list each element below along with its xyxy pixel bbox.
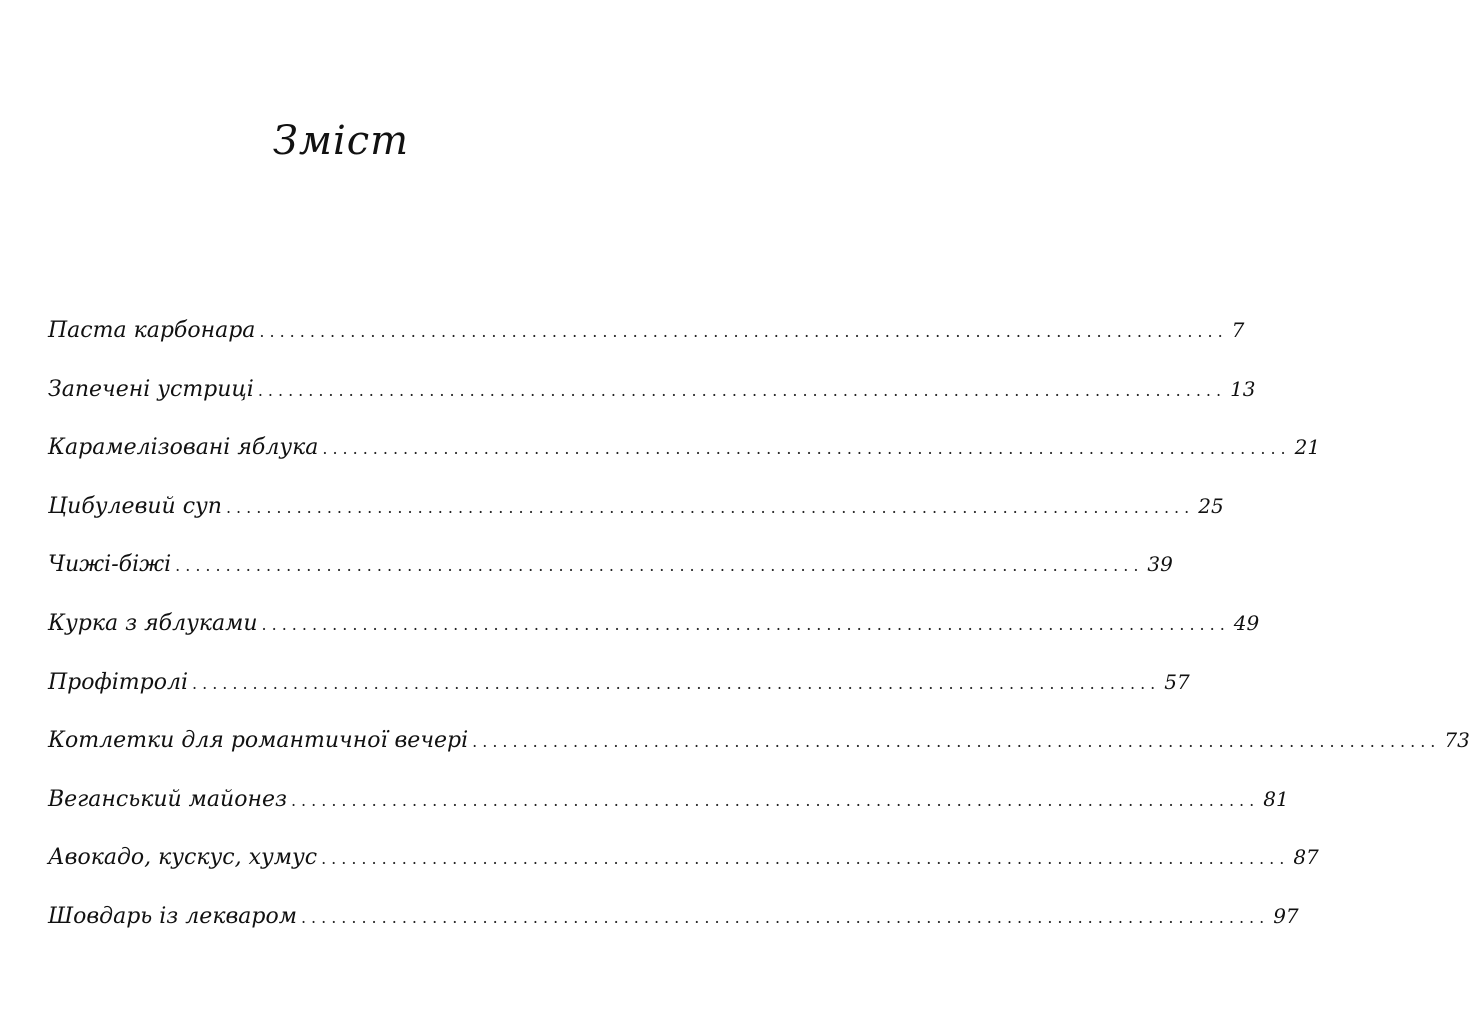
toc-entry-title: Цибулевий суп — [48, 493, 222, 519]
toc-entry — [48, 662, 1190, 721]
dot-leader: ................................................................................................ — [261, 614, 1230, 634]
toc-entry — [48, 779, 1289, 838]
toc-entry-title: Шовдарь із лекваром — [48, 903, 297, 929]
toc-entry-title: Авокадо, кускус, хумус — [48, 845, 318, 871]
dot-leader: ................................................................................................ — [472, 732, 1441, 752]
toc-entry — [48, 837, 1319, 896]
toc-entry — [48, 369, 1256, 428]
toc-entry — [48, 427, 1321, 486]
toc-entry-title: Запечені устриці — [48, 376, 254, 402]
dot-leader: ................................................................................................ — [175, 556, 1144, 576]
dot-leader: ................................................................................................ — [290, 790, 1260, 810]
toc-entry-title: Карамелізовані яблука — [48, 435, 319, 461]
toc-page-number: 87 — [1293, 845, 1319, 870]
toc-entry-title: Курка з яблуками — [48, 610, 258, 636]
toc-page-number: 21 — [1294, 435, 1321, 460]
dot-leader: ................................................................................................ — [257, 380, 1227, 400]
toc-entry-title: Веганський майонез — [48, 786, 287, 812]
toc-entry — [48, 486, 1224, 545]
toc-entry — [48, 720, 1470, 779]
toc-page-number: 7 — [1231, 318, 1245, 342]
table-of-contents — [48, 310, 1470, 955]
dot-leader: ................................................................................................ — [321, 849, 1290, 869]
toc-entry — [48, 310, 1245, 369]
dot-leader: ................................................................................................ — [192, 673, 1161, 693]
toc-entry-title: Чижі-біжі — [48, 552, 172, 578]
toc-page-number: 49 — [1233, 610, 1260, 635]
toc-page-number: 97 — [1273, 903, 1299, 928]
toc-page-number: 13 — [1230, 376, 1256, 401]
page-title: Зміст — [272, 118, 410, 164]
dot-leader: ................................................................................................ — [300, 907, 1270, 927]
toc-entry — [48, 603, 1260, 662]
toc-page-number: 25 — [1198, 493, 1224, 518]
toc-entry-title: Котлетки для романтичної вечері — [48, 728, 469, 754]
dot-leader: ................................................................................................ — [225, 497, 1195, 517]
toc-page-number: 39 — [1147, 552, 1173, 577]
dot-leader: ................................................................................................ — [322, 439, 1291, 459]
toc-entry — [48, 896, 1299, 955]
toc-page-number: 73 — [1444, 728, 1470, 753]
toc-page-number: 81 — [1263, 786, 1289, 811]
dot-leader: ................................................................................................ — [259, 322, 1228, 341]
toc-entry-title: Профітролі — [48, 669, 189, 695]
toc-entry-title: Паста карбонара — [48, 318, 256, 343]
toc-page-number: 57 — [1164, 669, 1190, 694]
toc-entry — [48, 544, 1173, 603]
